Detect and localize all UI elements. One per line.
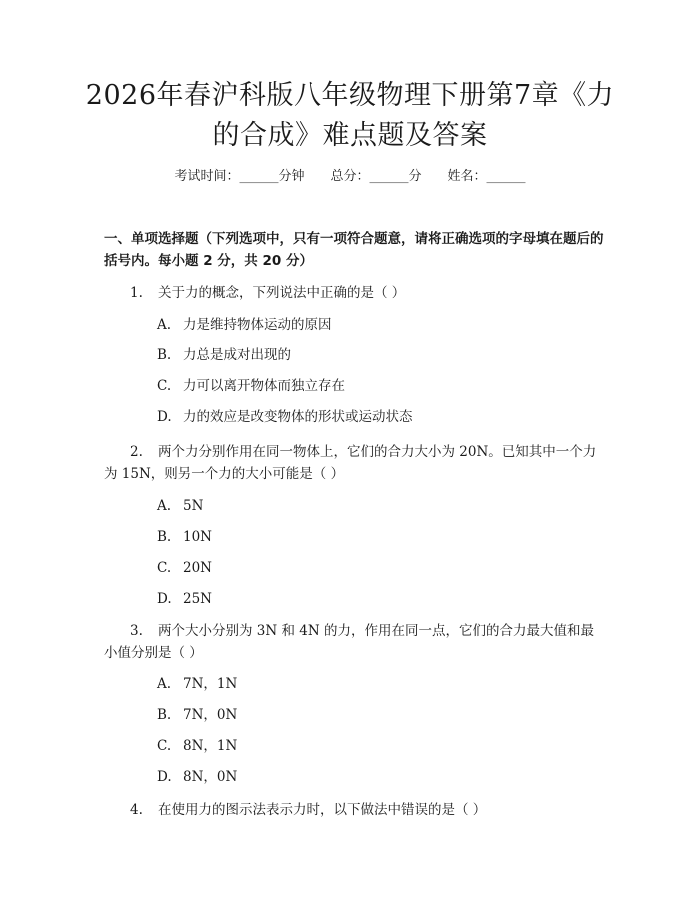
time-label: 考试时间： xyxy=(174,169,240,184)
question-1 xyxy=(104,282,602,304)
option-3a xyxy=(157,675,597,693)
question-text: 两个力分别作用在同一物体上，它们的合力大小为 20N。已知其中一个力为 15N，则另一个力的大小可能是（ ） xyxy=(104,444,597,482)
question-text: 关于力的概念，下列说法中正确的是（ ） xyxy=(158,285,406,301)
score-blank: ______ xyxy=(369,169,409,184)
score-label: 总分： xyxy=(330,169,370,184)
option-1d xyxy=(157,408,597,426)
option-letter: C. xyxy=(157,560,172,576)
option-letter: C. xyxy=(157,738,172,754)
option-letter: A. xyxy=(157,317,172,333)
name-blank: ______ xyxy=(486,169,526,184)
option-text: 力总是成对出现的 xyxy=(183,347,291,363)
question-text: 两个大小分别为 3N 和 4N 的力，作用在同一点，它们的合力最大值和最小值分别是（ ） xyxy=(104,623,594,661)
question-number: 1. xyxy=(130,285,143,301)
question-text: 在使用力的图示法表示力时，以下做法中错误的是（ ） xyxy=(158,802,487,818)
option-text: 20N xyxy=(183,560,212,576)
title-line-1: 2026年春沪科版八年级物理下册第7章《力 xyxy=(85,80,615,111)
option-letter: B. xyxy=(157,347,172,363)
question-number: 3. xyxy=(130,623,143,639)
option-2a xyxy=(157,497,597,515)
option-text: 5N xyxy=(183,498,204,514)
option-letter: A. xyxy=(157,498,172,514)
option-text: 力的效应是改变物体的形状或运动状态 xyxy=(183,409,413,425)
option-text: 力可以离开物体而独立存在 xyxy=(183,378,345,394)
option-letter: B. xyxy=(157,529,172,545)
option-3c xyxy=(157,737,597,755)
option-2b xyxy=(157,528,597,546)
question-number: 4. xyxy=(130,802,143,818)
name-label: 姓名： xyxy=(447,169,487,184)
option-3b xyxy=(157,706,597,724)
option-text: 7N，0N xyxy=(183,707,238,723)
option-1a xyxy=(157,316,597,334)
time-blank: ______ xyxy=(239,169,279,184)
option-text: 7N，1N xyxy=(183,676,238,692)
option-text: 8N，1N xyxy=(183,738,238,754)
option-1b xyxy=(157,346,597,364)
question-2 xyxy=(104,441,602,485)
section-title: 一、单项选择题（下列选项中，只有一项符合题意，请将正确选项的字母填在题后的括号内。每小题 2 分，共 20 分） xyxy=(104,231,604,269)
option-letter: A. xyxy=(157,676,172,692)
option-1c xyxy=(157,377,597,395)
option-letter: C. xyxy=(157,378,172,394)
question-3 xyxy=(104,620,602,664)
option-text: 力是维持物体运动的原因 xyxy=(183,317,332,333)
option-text: 8N，0N xyxy=(183,769,238,785)
option-2d xyxy=(157,590,597,608)
option-2c xyxy=(157,559,597,577)
document-title xyxy=(60,76,640,156)
time-unit: 分钟 xyxy=(278,169,305,184)
score-unit: 分 xyxy=(408,169,422,184)
exam-info xyxy=(0,168,700,186)
option-letter: D. xyxy=(157,769,172,785)
question-number: 2. xyxy=(130,444,143,460)
option-letter: B. xyxy=(157,707,172,723)
question-4 xyxy=(104,799,602,821)
option-letter: D. xyxy=(157,409,172,425)
title-line-2: 的合成》难点题及答案 xyxy=(212,120,488,151)
option-3d xyxy=(157,768,597,786)
option-text: 10N xyxy=(183,529,212,545)
option-letter: D. xyxy=(157,591,172,607)
option-text: 25N xyxy=(183,591,212,607)
